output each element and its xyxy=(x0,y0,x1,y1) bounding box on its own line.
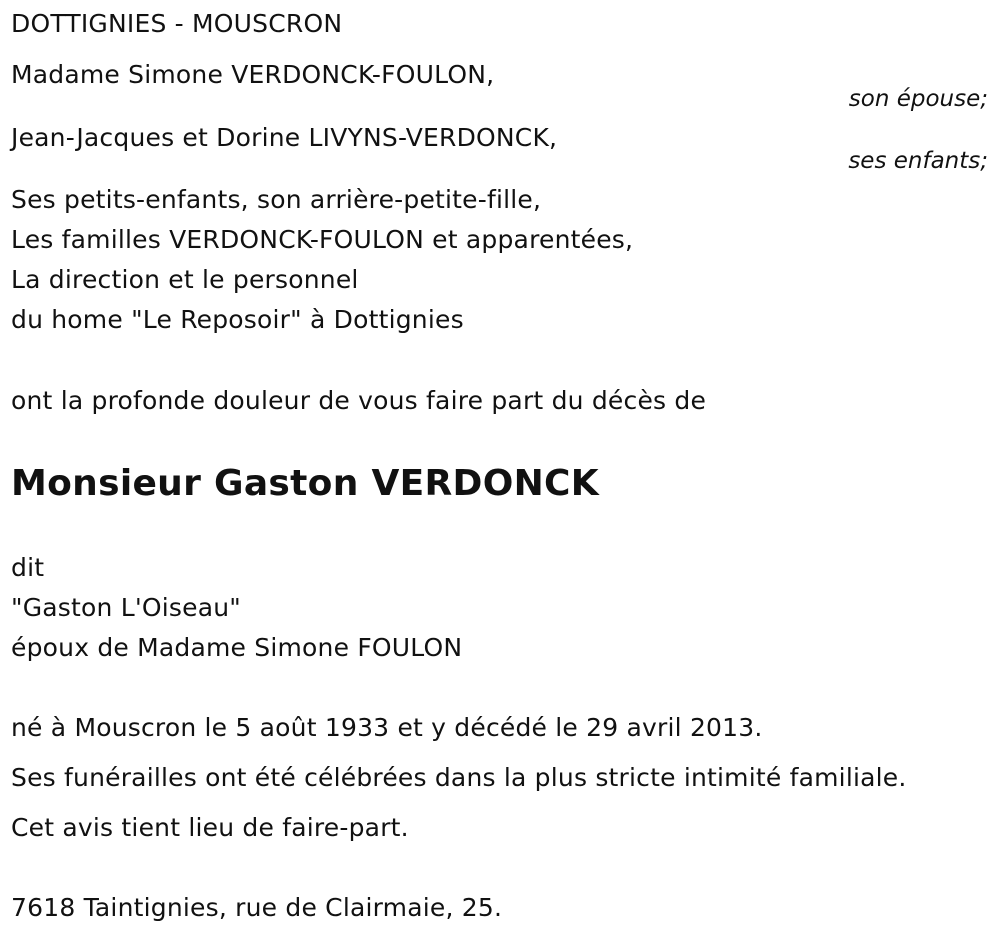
family-line-grandchildren: Ses petits-enfants, son arrière-petite-fille, xyxy=(11,185,542,214)
children-relation: ses enfants; xyxy=(848,148,988,174)
nickname: "Gaston L'Oiseau" xyxy=(11,593,241,622)
notice-line: Cet avis tient lieu de faire-part. xyxy=(11,813,409,842)
funeral-line: Ses funérailles ont été célébrées dans la plus stricte intimité familiale. xyxy=(11,763,907,792)
family-line-home: du home "Le Reposoir" à Dottignies xyxy=(11,305,464,334)
announcement-intro: ont la profonde douleur de vous faire part du décès de xyxy=(11,386,707,415)
family-line-direction: La direction et le personnel xyxy=(11,265,359,294)
address-line: 7618 Taintignies, rue de Clairmaie, 25. xyxy=(11,893,503,922)
family-line-families: Les familles VERDONCK-FOULON et apparentées, xyxy=(11,225,634,254)
children-names: Jean-Jacques et Dorine LIVYNS-VERDONCK, xyxy=(11,123,558,152)
spouse-relation: son épouse; xyxy=(848,86,988,112)
birth-death-line: né à Mouscron le 5 août 1933 et y décédé le 29 avril 2013. xyxy=(11,713,763,742)
spouse-of: époux de Madame Simone FOULON xyxy=(11,633,463,662)
nickname-prefix: dit xyxy=(11,553,45,582)
spouse-name: Madame Simone VERDONCK-FOULON, xyxy=(11,60,495,89)
deceased-name: Monsieur Gaston VERDONCK xyxy=(11,463,599,504)
location-heading: DOTTIGNIES - MOUSCRON xyxy=(11,9,343,38)
